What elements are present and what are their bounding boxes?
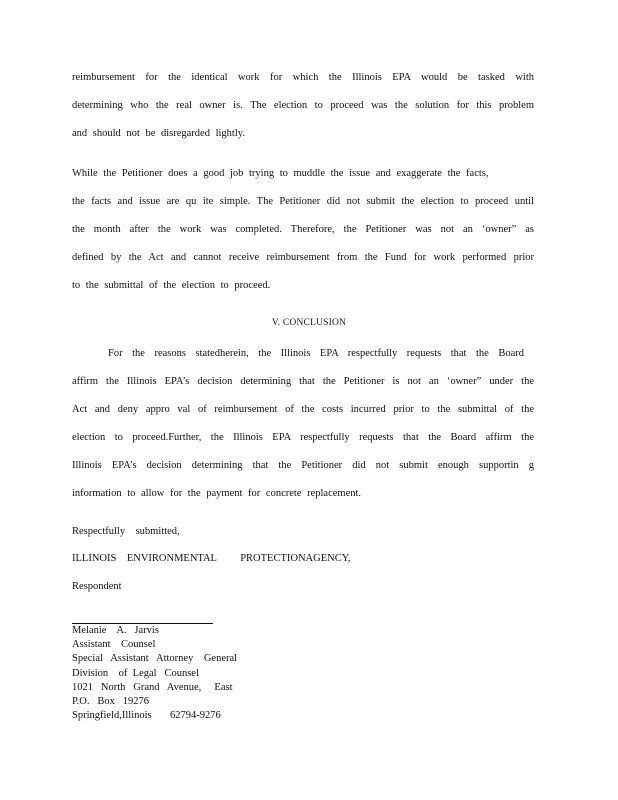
signature-title-2: Special Assistant Attorney General	[72, 653, 238, 665]
text-line: Act and deny appro val of reimbursement of the costs incurred prior to the submittal of the	[72, 404, 534, 415]
paragraph-reimbursement	[72, 64, 534, 148]
text-line: information to allow for the payment for concrete replacement.	[72, 488, 362, 499]
signature-block	[72, 624, 237, 723]
section-heading: V. CONCLUSION	[271, 318, 347, 328]
text-line: While the Petitioner does a good job trying to muddle the issue and exaggerate the facts,	[72, 168, 489, 179]
signature-name: Melanie A. Jarvis	[72, 625, 159, 636]
paragraph-conclusion	[72, 340, 534, 508]
signature-address-city: Springfield,Illinois 62794-9276	[72, 710, 221, 722]
text-line: the month after the work was completed. Therefore, the Petitioner was not an ‘owner” as	[72, 224, 534, 235]
text-line: to the submittal of the election to proceed.	[72, 280, 271, 291]
paragraph-petitioner	[72, 160, 534, 300]
text-line: defined by the Act and cannot receive reimbursement from the Fund for work performed prior	[72, 252, 534, 263]
closing-agency: ILLINOIS ENVIRONMENTAL PROTECTIONAGENCY,	[72, 553, 351, 564]
signature-address-street: 1021 North Grand Avenue, East	[72, 681, 233, 693]
signature-division: Division of Legal Counsel	[72, 667, 199, 679]
closing-role: Respondent	[72, 581, 122, 592]
signature-title: Assistant Counsel	[72, 639, 156, 651]
text-line: Illinois EPA’s decision determining that the Petitioner did not submit enough supportin g	[72, 460, 534, 471]
text-line: election to proceed.Further, the Illinois EPA respectfully requests that the Board affirm the	[72, 432, 534, 443]
text-line: and should not be disregarded lightly.	[72, 128, 245, 139]
text-line: the facts and issue are qu ite simple. The Petitioner did not submit the election to proceed until	[72, 196, 534, 207]
text-line: determining who the real owner is. The election to proceed was the solution for this problem	[72, 100, 534, 111]
signature-address-box: P.O. Box 19276	[72, 696, 150, 708]
closing-respectfully: Respectfully submitted,	[72, 526, 180, 537]
text-line: For the reasons statedherein, the Illinois EPA respectfully requests that the Board	[108, 348, 524, 359]
text-line: affirm the Illinois EPA’s decision determining that the Petitioner is not an ‘owner” under the	[72, 376, 534, 387]
text-line: reimbursement for the identical work for which the Illinois EPA would be tasked with	[72, 72, 534, 83]
